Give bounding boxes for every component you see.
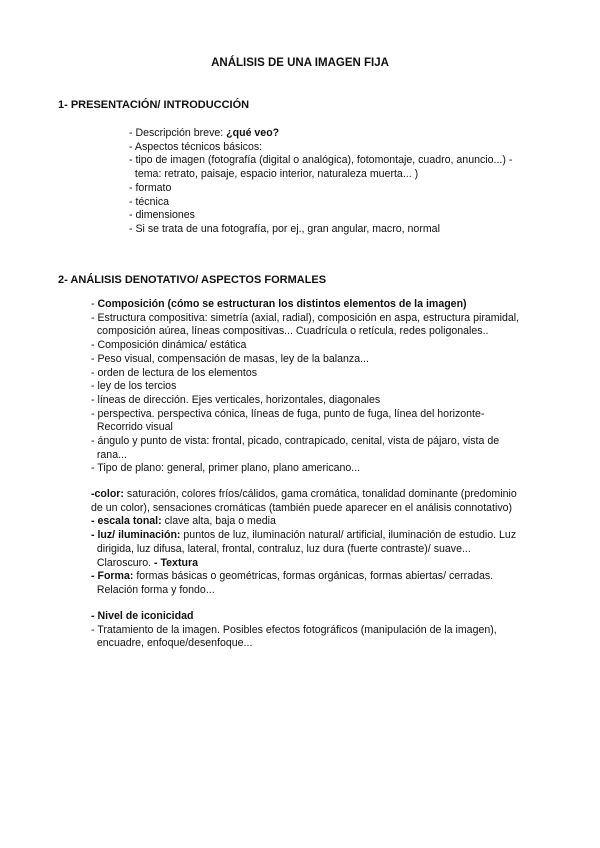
list-item bbox=[129, 168, 418, 181]
list-item bbox=[91, 557, 198, 570]
list-item-prefix: de un color), sensaciones cromáticas (también puede aparecer en el análisis connotativo) bbox=[91, 501, 513, 514]
list-item-prefix: - dimensiones bbox=[129, 209, 195, 222]
list-item-prefix: - formato bbox=[129, 181, 172, 194]
list-item-bold: - Textura bbox=[151, 556, 198, 569]
list-item bbox=[91, 624, 497, 637]
list-item-prefix: - Tipo de plano: general, primer plano, plano americano... bbox=[91, 462, 361, 475]
list-item-prefix: composición aúrea, líneas compositivas... Cuadrícula o retícula, redes poligonales.. bbox=[91, 325, 489, 338]
list-item-prefix: - tipo de imagen (fotografía (digital o analógica), fotomontaje, cuadro, anuncio...) - bbox=[129, 154, 513, 167]
list-item-prefix: - Si se trata de una fotografía, por ej., gran angular, macro, normal bbox=[129, 222, 440, 235]
list-item bbox=[91, 637, 252, 650]
list-item bbox=[91, 367, 257, 380]
list-item-prefix: - líneas de dirección. Ejes verticales, horizontales, diagonales bbox=[91, 393, 381, 406]
list-item bbox=[91, 435, 499, 448]
list-item-prefix: - Peso visual, compensación de masas, ley de la balanza... bbox=[91, 352, 369, 365]
list-item bbox=[91, 570, 493, 583]
list-item bbox=[91, 543, 471, 556]
list-item-prefix: - Estructura compositiva: simetría (axial, radial), composición en aspa, estructura piramidal, bbox=[91, 311, 520, 324]
list-item bbox=[91, 408, 484, 421]
document-title: ANÁLISIS DE UNA IMAGEN FIJA bbox=[211, 57, 389, 69]
list-item bbox=[91, 421, 173, 434]
list-item bbox=[91, 353, 369, 366]
list-item-bold: - Forma: bbox=[91, 570, 134, 583]
list-item-bold: - luz/ iluminación: bbox=[91, 529, 181, 542]
list-item bbox=[91, 339, 246, 352]
list-item bbox=[91, 462, 360, 475]
list-item-prefix: - Composición dinámica/ estática bbox=[91, 339, 247, 352]
list-item-bold: Composición (cómo se estructuran los distintos elementos de la imagen) bbox=[97, 298, 467, 310]
list-item-prefix: - bbox=[91, 298, 98, 310]
list-item bbox=[91, 325, 488, 338]
list-item-prefix: Recorrido visual bbox=[91, 421, 173, 434]
section1-heading: 1- PRESENTACIÓN/ INTRODUCCIÓN bbox=[58, 99, 250, 111]
list-item bbox=[91, 394, 380, 407]
list-item-prefix: - ángulo y punto de vista: frontal, picado, contrapicado, cenital, vista de pájaro, vista de bbox=[91, 435, 500, 447]
list-item-prefix: - Descripción breve: bbox=[129, 127, 227, 139]
list-item bbox=[129, 196, 169, 209]
list-item bbox=[129, 127, 279, 140]
list-item bbox=[91, 380, 176, 393]
list-item bbox=[91, 298, 467, 311]
list-item-prefix: - perspectiva. perspectiva cónica, líneas de fuga, punto de fuga, línea del horizonte- bbox=[91, 407, 485, 420]
list-item bbox=[91, 584, 215, 597]
list-item bbox=[91, 449, 127, 462]
list-item-bold: ¿qué veo? bbox=[226, 127, 280, 139]
list-item-prefix: - técnica bbox=[129, 195, 170, 208]
list-item-prefix: - ley de los tercios bbox=[91, 380, 177, 393]
list-item bbox=[129, 154, 512, 167]
list-item bbox=[91, 610, 193, 623]
list-item-prefix: encuadre, enfoque/desenfoque... bbox=[91, 637, 253, 650]
list-item bbox=[129, 182, 171, 195]
list-item-rest: saturación, colores fríos/cálidos, gama cromática, tonalidad dominante (predominio bbox=[123, 488, 517, 500]
list-item bbox=[91, 488, 517, 501]
list-item-prefix: Claroscuro. bbox=[91, 556, 152, 569]
list-item bbox=[129, 209, 195, 222]
list-item-bold: -color: bbox=[91, 488, 124, 500]
list-item-rest: clave alta, baja o media bbox=[161, 515, 276, 528]
list-item bbox=[91, 502, 512, 515]
list-item-rest: puntos de luz, iluminación natural/ artificial, iluminación de estudio. Luz bbox=[180, 529, 517, 542]
list-item bbox=[91, 312, 519, 325]
list-item-prefix: rana... bbox=[91, 448, 127, 461]
list-item-prefix: tema: retrato, paisaje, espacio interior, naturaleza muerta... ) bbox=[129, 168, 419, 181]
list-item bbox=[91, 529, 516, 542]
list-item bbox=[129, 141, 262, 154]
list-item-rest: formas básicas o geométricas, formas orgánicas, formas abiertas/ cerradas. bbox=[133, 570, 494, 583]
list-item-prefix: Relación forma y fondo... bbox=[91, 583, 215, 596]
list-item-bold: - escala tonal: bbox=[91, 515, 162, 528]
list-item bbox=[129, 223, 440, 236]
list-item-bold: - Nivel de iconicidad bbox=[91, 610, 194, 622]
list-item-prefix: dirigida, luz difusa, lateral, frontal, contraluz, luz dura (fuerte contraste)/ suave... bbox=[91, 542, 471, 555]
list-item-prefix: - Tratamiento de la imagen. Posibles efectos fotográficos (manipulación de la imagen), bbox=[91, 623, 497, 636]
list-item-prefix: - orden de lectura de los elementos bbox=[91, 366, 258, 379]
list-item bbox=[91, 515, 276, 528]
section2-heading: 2- ANÁLISIS DENOTATIVO/ ASPECTOS FORMALES bbox=[58, 274, 327, 286]
list-item-prefix: - Aspectos técnicos básicos: bbox=[129, 140, 263, 153]
